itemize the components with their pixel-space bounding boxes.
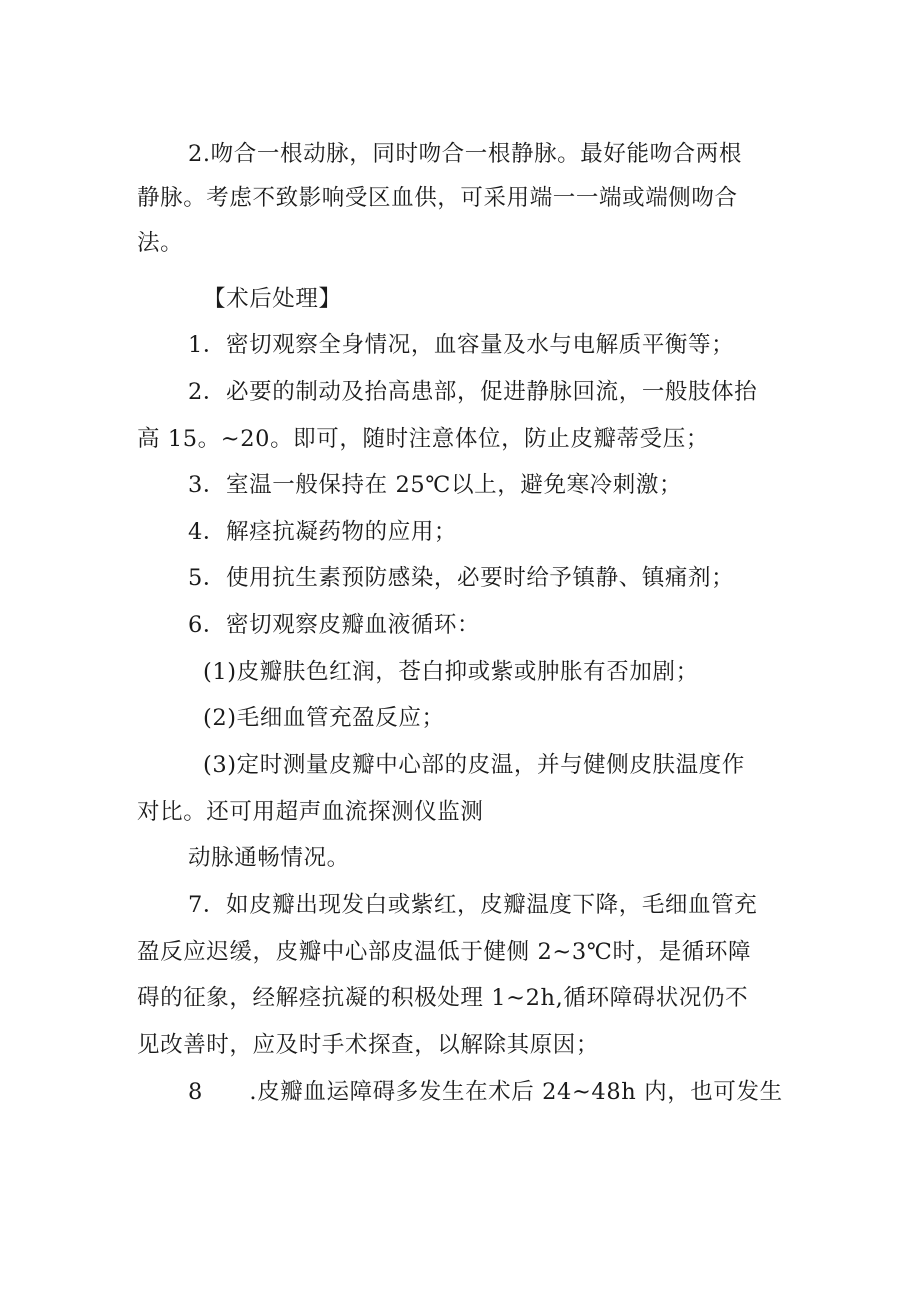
list-item-post-7-line-4: 见改善时，应及时手术探查，以解除其原因；: [137, 1032, 600, 1058]
list-item-post-2-line-2: 高 15。~20。即可，随时注意体位，防止皮瓣蒂受压；: [137, 426, 709, 452]
list-item-post-6: 6．密切观察皮瓣血液循环：: [188, 612, 481, 638]
list-item-post-1: 1．密切观察全身情况，血容量及水与电解质平衡等；: [188, 332, 735, 358]
paragraph-item-2-line-2: 静脉。考虑不致影响受区血供，可采用端一一端或端侧吻合: [137, 185, 738, 211]
list-item-post-7-line-1: 7．如皮瓣出现发白或紫红，皮瓣温度下降，毛细血管充: [188, 892, 758, 918]
sub-item-6-1: (1)皮瓣肤色红润，苍白抑或紫或肿胀有否加剧；: [203, 659, 699, 685]
list-item-post-5: 5．使用抗生素预防感染，必要时给予镇静、镇痛剂；: [188, 565, 735, 591]
list-item-post-7-line-2: 盈反应迟缓，皮瓣中心部皮温低于健侧 2~3℃时，是循环障: [137, 939, 752, 965]
sub-item-6-3-line-1: (3)定时测量皮瓣中心部的皮温，并与健侧皮肤温度作: [203, 752, 745, 778]
paragraph-item-2-line-3: 法。: [137, 230, 184, 256]
paragraph-item-2-line-1: 2.吻合一根动脉，同时吻合一根静脉。最好能吻合两根: [188, 141, 742, 167]
sub-item-6-3-line-2: 对比。还可用超声血流探测仪监测: [137, 799, 484, 825]
list-item-post-2-line-1: 2．必要的制动及抬高患部，促进静脉回流，一般肢体抬: [188, 379, 758, 405]
list-item-post-8-line-1: 8 .皮瓣血运障碍多发生在术后 24~48h 内，也可发生: [188, 1079, 783, 1105]
list-item-post-7-line-3: 碍的征象，经解痉抗凝的积极处理 1~2h,循环障碍状况仍不: [137, 985, 749, 1011]
sub-item-6-2: (2)毛细血管充盈反应；: [203, 705, 445, 731]
section-heading-postoperative: 【术后处理】: [203, 286, 342, 312]
list-item-post-4: 4．解痉抗凝药物的应用；: [188, 519, 458, 545]
list-item-post-3: 3．室温一般保持在 25℃以上，避免寒冷刺激；: [188, 472, 683, 498]
sub-item-6-3-line-3: 动脉通畅情况。: [188, 845, 350, 871]
